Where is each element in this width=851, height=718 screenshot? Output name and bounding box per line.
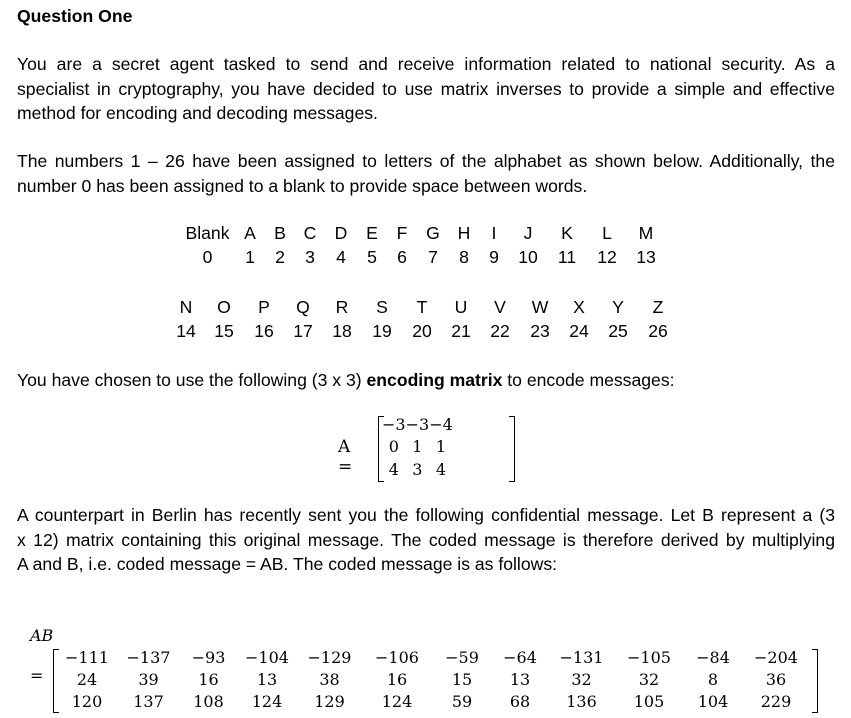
alphabet-letter: P xyxy=(258,296,270,317)
matrix-entry: 229 xyxy=(760,691,792,711)
alphabet-number: 20 xyxy=(412,320,432,341)
matrix-entry: 13 xyxy=(256,669,278,689)
encoding-text: You have chosen to use the following (3 x 3) xyxy=(17,370,367,390)
message-paragraph xyxy=(17,503,835,577)
matrix-ab-equals: = xyxy=(30,666,44,685)
right-bracket xyxy=(812,649,818,713)
matrix-entry: 32 xyxy=(638,669,660,689)
intro-line: You are a secret agent tasked to send and receive information related to national security. As a xyxy=(17,54,835,74)
matrix-entry: −93 xyxy=(191,647,226,667)
alphabet-number: 21 xyxy=(451,320,471,341)
intro-line: method for encoding and decoding messages. xyxy=(17,103,378,123)
alphabet-letter: E xyxy=(366,222,378,243)
alphabet-number: 24 xyxy=(569,320,589,341)
matrix-entry: 137 xyxy=(133,691,164,711)
alphabet-letter: L xyxy=(602,222,612,243)
alphabet-letter: J xyxy=(523,222,533,243)
matrix-entry: 120 xyxy=(71,691,103,711)
message-line: A and B, i.e. coded message = AB. The coded message is as follows: xyxy=(17,554,558,574)
alphabet-letter: Blank xyxy=(185,222,230,243)
alphabet-letter: K xyxy=(561,222,573,243)
matrix-entry: −84 xyxy=(696,647,730,667)
matrix-entry: −64 xyxy=(503,647,537,667)
matrix-entry: 105 xyxy=(633,691,665,711)
alphabet-number: 2 xyxy=(275,246,285,267)
alphabet-letter: V xyxy=(494,296,506,317)
matrix-entry: −4 xyxy=(429,414,453,434)
matrix-entry: 1 xyxy=(412,437,423,457)
matrix-entry: −111 xyxy=(65,647,109,667)
numbering-line: number 0 has been assigned to a blank to provide space between words. xyxy=(17,175,588,196)
alphabet-number: 4 xyxy=(336,246,346,267)
alphabet-table-a-m xyxy=(180,221,665,269)
intro-paragraph xyxy=(17,52,835,126)
message-line: A counterpart in Berlin has recently sent you the following confidential message. Let B represent a (3 xyxy=(17,505,835,525)
matrix-entry: 136 xyxy=(566,691,597,711)
right-bracket xyxy=(509,416,515,482)
matrix-entry: 104 xyxy=(697,691,729,711)
alphabet-number: 19 xyxy=(372,320,392,341)
matrix-entry: −105 xyxy=(627,647,671,667)
intro-line: specialist in cryptography, you have decided to use matrix inverses to provide a simple and effective xyxy=(17,78,835,99)
matrix-entry: 124 xyxy=(381,691,413,711)
alphabet-table-n-z xyxy=(168,295,678,343)
matrix-entry: 24 xyxy=(76,669,98,689)
alphabet-letter: X xyxy=(573,296,585,317)
matrix-entry: −104 xyxy=(245,647,289,667)
alphabet-number: 7 xyxy=(428,246,438,267)
alphabet-number: 6 xyxy=(397,246,407,267)
alphabet-letter: C xyxy=(303,222,317,243)
numbering-paragraph xyxy=(17,149,835,198)
alphabet-letter: Z xyxy=(652,296,664,317)
alphabet-letter: D xyxy=(334,222,348,243)
matrix-entry: 39 xyxy=(138,669,159,689)
matrix-entry: 68 xyxy=(509,691,531,711)
matrix-entry: 8 xyxy=(707,669,719,689)
alphabet-number: 5 xyxy=(367,246,377,267)
question-heading: Question One xyxy=(17,6,133,26)
matrix-ab-label: AB xyxy=(30,626,54,645)
matrix-entry: 16 xyxy=(198,669,219,689)
matrix-entry: 3 xyxy=(412,459,423,479)
alphabet-number: 11 xyxy=(557,246,577,267)
alphabet-letter: Q xyxy=(296,296,310,317)
matrix-entry: 13 xyxy=(509,669,531,689)
alphabet-number: 26 xyxy=(648,320,668,341)
matrix-a-label: A = xyxy=(338,437,353,477)
matrix-entry: −3 xyxy=(405,414,430,434)
matrix-entry: 15 xyxy=(451,669,473,689)
numbering-line: The numbers 1 – 26 have been assigned to letters of the alphabet as shown below. Additionally, the xyxy=(17,151,835,171)
alphabet-letter: S xyxy=(376,296,388,317)
alphabet-letter: N xyxy=(179,296,193,317)
matrix-a-entries xyxy=(382,413,453,481)
matrix-entry: −106 xyxy=(375,647,419,667)
alphabet-letter: O xyxy=(217,296,231,317)
alphabet-letter: I xyxy=(491,222,497,243)
alphabet-letter: G xyxy=(426,222,440,243)
matrix-entry: 124 xyxy=(251,691,283,711)
alphabet-letter: M xyxy=(638,222,654,243)
alphabet-letter: W xyxy=(531,296,549,317)
alphabet-number: 22 xyxy=(490,320,510,341)
alphabet-letter: R xyxy=(335,296,349,317)
matrix-entry: 1 xyxy=(435,437,447,457)
alphabet-number: 8 xyxy=(459,246,469,267)
alphabet-number: 1 xyxy=(245,246,255,267)
alphabet-number: 10 xyxy=(518,246,538,267)
matrix-entry: 38 xyxy=(319,669,340,689)
matrix-entry: 32 xyxy=(571,669,592,689)
alphabet-number: 14 xyxy=(176,320,196,341)
alphabet-letter: Y xyxy=(612,296,624,317)
alphabet-number: 3 xyxy=(305,246,315,267)
matrix-entry: 4 xyxy=(435,459,447,479)
matrix-entry: −59 xyxy=(445,647,479,667)
matrix-entry: −131 xyxy=(559,647,604,667)
matrix-entry: 108 xyxy=(193,691,224,711)
alphabet-number: 23 xyxy=(530,320,550,341)
alphabet-number: 17 xyxy=(293,320,313,341)
alphabet-letter: T xyxy=(416,296,428,317)
encoding-matrix-term: encoding matrix xyxy=(366,370,503,390)
matrix-entry: 129 xyxy=(314,691,345,711)
alphabet-letter: U xyxy=(454,296,468,317)
alphabet-letter: B xyxy=(274,222,286,243)
matrix-entry: 59 xyxy=(451,691,473,711)
encoding-paragraph xyxy=(17,368,835,393)
alphabet-letter: F xyxy=(396,222,408,243)
matrix-entry: 36 xyxy=(765,669,787,689)
matrix-entry: −204 xyxy=(754,647,798,667)
alphabet-number: 18 xyxy=(332,320,352,341)
message-line: x 12) matrix containing this original message. The coded message is therefore derived by multiplying xyxy=(17,529,835,550)
matrix-entry: −129 xyxy=(307,647,352,667)
matrix-ab-entries xyxy=(58,646,810,712)
alphabet-letter: A xyxy=(244,222,256,243)
matrix-entry: 0 xyxy=(388,437,399,457)
matrix-entry: −3 xyxy=(382,414,406,434)
encoding-text: to encode messages: xyxy=(502,370,675,390)
alphabet-number: 13 xyxy=(636,246,656,267)
matrix-entry: −137 xyxy=(126,647,171,667)
alphabet-number: 16 xyxy=(254,320,274,341)
alphabet-number: 25 xyxy=(608,320,628,341)
alphabet-letter: H xyxy=(457,222,471,243)
matrix-entry: 16 xyxy=(386,669,408,689)
alphabet-number: 12 xyxy=(597,246,617,267)
alphabet-number: 9 xyxy=(489,246,499,267)
alphabet-number: 0 xyxy=(202,246,213,267)
alphabet-number: 15 xyxy=(214,320,234,341)
matrix-entry: 4 xyxy=(388,459,399,479)
